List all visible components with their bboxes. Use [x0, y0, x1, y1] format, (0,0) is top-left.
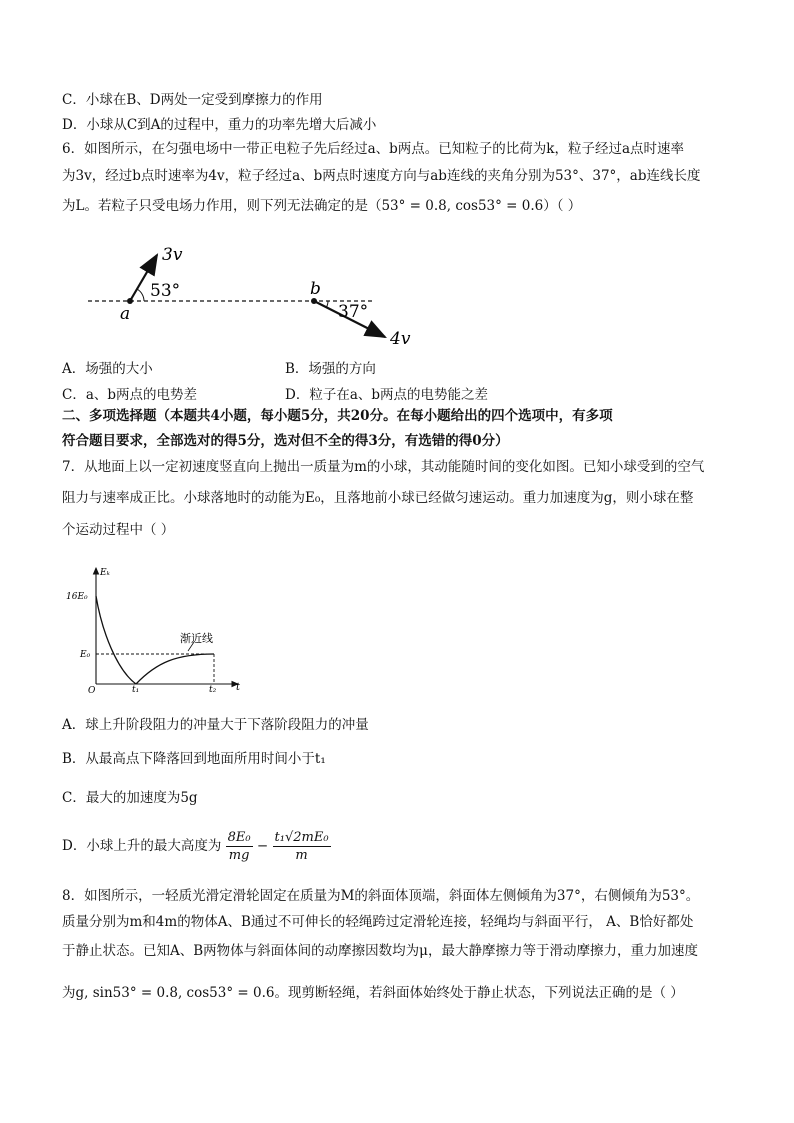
- graph-t1-label: t₁: [132, 685, 140, 695]
- q6-option-c: C．a、b两点的电势差: [62, 387, 198, 403]
- graph-origin-label: O: [88, 686, 96, 696]
- q7-option-d-fraction-1: [226, 829, 253, 864]
- label-53-degrees: 53°: [150, 281, 181, 301]
- q8-stem-line1: 8．如图所示，一轻质光滑定滑轮固定在质量为M的斜面体顶端，斜面体左侧倾角为37°，右侧倾角为53°。: [62, 888, 700, 904]
- q7-option-a: A．球上升阶段阻力的冲量大于下落阶段阻力的冲量: [62, 717, 369, 733]
- minus-sign: −: [256, 838, 269, 854]
- q6-option-d: D．粒子在a、b两点的电势能之差: [285, 387, 489, 403]
- graph-t2-label: t₂: [209, 685, 217, 695]
- fraction-1-numerator: 8E₀: [227, 830, 251, 845]
- q5-option-d: D．小球从C到A的过程中，重力的功率先增大后减小: [62, 117, 377, 133]
- angle-53-arc: [137, 289, 144, 301]
- q8-stem-line4: 为g, sin53° = 0.8, cos53° = 0.6。现剪断轻绳，若斜面体始终处于静止状态，下列说法正确的是（ ）: [62, 985, 684, 1001]
- graph-16e0-label: 16E₀: [66, 592, 88, 602]
- q7-stem-line3: 个运动过程中（ ）: [62, 522, 175, 538]
- q7-stem-line1: 7．从地面上以一定初速度竖直向上抛出一质量为m的小球，其动能随时间的变化如图。已知小球受到的空气: [62, 459, 705, 475]
- graph-y-axis-label: Eₖ: [100, 568, 110, 578]
- q7-option-d: [62, 829, 331, 864]
- q7-option-b: B．从最高点下降落回到地面所用时间小于t₁: [62, 751, 326, 767]
- q6-stem-line2: 为3v，经过b点时速率为4v，粒子经过a、b两点时速度方向与ab连线的夹角分别为53°、37°，ab连线长度: [62, 168, 701, 184]
- label-4v: 4v: [390, 329, 411, 349]
- label-point-b: b: [310, 279, 321, 299]
- q7-option-d-text: D．小球上升的最大高度为: [62, 838, 222, 854]
- fraction-1-denominator: mg: [228, 848, 250, 863]
- fraction-2-numerator: t₁√2mE₀: [274, 830, 329, 845]
- fraction-2-denominator: m: [295, 848, 308, 863]
- section2-heading-line1: 二、多项选择题（本题共4小题，每小题5分，共20分。在每小题给出的四个选项中，有多项: [62, 408, 613, 424]
- q7-kinetic-energy-graph: [62, 562, 252, 697]
- label-37-degrees: 37°: [338, 302, 369, 322]
- q7-stem-line2: 阻力与速率成正比。小球落地时的动能为E₀，且落地前小球已经做匀速运动。重力加速度为g，则小球在整: [62, 490, 694, 506]
- section2-heading-line2: 符合题目要求，全部选对的得5分，选对但不全的得3分，有选错的得0分）: [62, 433, 509, 449]
- label-3v: 3v: [162, 245, 183, 265]
- q7-option-d-fraction-2: [273, 829, 331, 864]
- q6-option-a: A．场强的大小: [62, 361, 153, 377]
- q6-stem-line3: 为L。若粒子只受电场力作用，则下列无法确定的是（53° = 0.8, cos53° = 0.6）（ ）: [62, 198, 582, 214]
- q5-option-c: C．小球在B、D两处一定受到摩擦力的作用: [62, 92, 323, 108]
- q6-stem-line1: 6．如图所示，在匀强电场中一带正电粒子先后经过a、b两点。已知粒子的比荷为k，粒子经过a点时速率: [62, 141, 685, 157]
- graph-asymptote-label: 渐近线: [180, 632, 213, 645]
- ek-curve-fall: [136, 654, 214, 684]
- label-point-a: a: [120, 304, 131, 324]
- q8-stem-line3: 于静止状态。已知A、B两物体与斜面体间的动摩擦因数均为μ，最大静摩擦力等于滑动摩擦力，重力加速度: [62, 943, 698, 959]
- graph-x-axis-label: t: [236, 682, 241, 693]
- q6-option-b: B．场强的方向: [285, 361, 376, 377]
- q7-option-c: C．最大的加速度为5g: [62, 790, 198, 806]
- graph-e0-label: E₀: [80, 650, 91, 660]
- q8-stem-line2: 质量分别为m和4m的物体A、B通过不可伸长的轻绳跨过定滑轮连接，轻绳均与斜面平行， A、B恰好都处: [62, 914, 694, 930]
- q6-velocity-figure: [80, 238, 430, 350]
- ek-curve-rise: [96, 596, 136, 684]
